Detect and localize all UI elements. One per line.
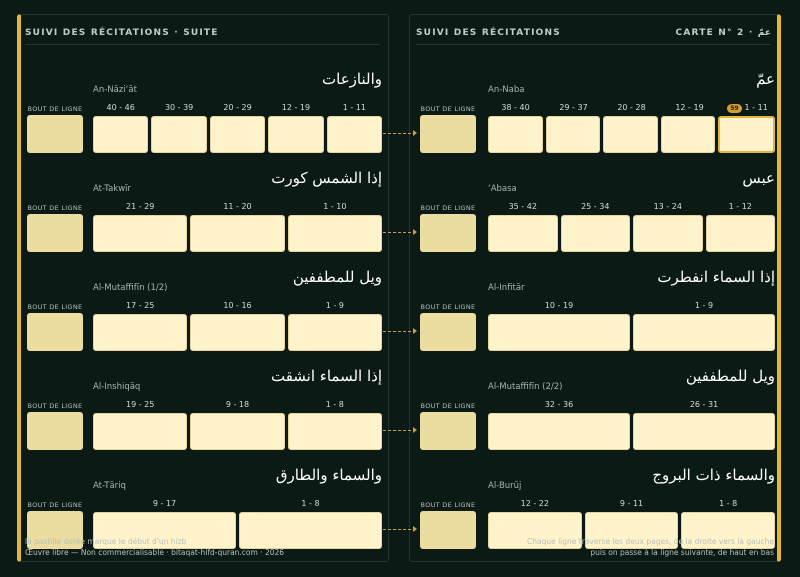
verse-range-text: 1 - 8 bbox=[301, 499, 320, 508]
verse-range-text: 1 - 9 bbox=[325, 301, 344, 310]
verse-range-text: 20 - 28 bbox=[617, 103, 646, 112]
left-page-surah-row bbox=[21, 268, 388, 360]
bout-de-ligne-cell[interactable] bbox=[27, 214, 83, 252]
bout-de-ligne-cell[interactable] bbox=[27, 412, 83, 450]
row-continuation-arrow bbox=[383, 430, 416, 431]
reading-direction-text-2: puis on passe à la ligne suivante, de haut en bas bbox=[590, 548, 774, 557]
bout-de-ligne-cell[interactable] bbox=[420, 313, 476, 351]
bout-de-ligne-label: BOUT DE LIGNE bbox=[420, 303, 476, 311]
row-continuation-arrow bbox=[383, 232, 416, 233]
verse-range-label bbox=[585, 499, 679, 511]
recitation-checkbox-cell[interactable] bbox=[633, 314, 775, 351]
recitation-checkbox-cell[interactable] bbox=[561, 215, 631, 252]
recitation-cells bbox=[488, 116, 775, 153]
verse-range-text: 11 - 20 bbox=[223, 202, 252, 211]
verse-range-label bbox=[239, 499, 382, 511]
recitation-checkbox-cell[interactable] bbox=[488, 314, 630, 351]
verse-range-text: 19 - 25 bbox=[125, 400, 155, 409]
verse-range-label bbox=[633, 400, 775, 412]
recitation-checkbox-cell[interactable] bbox=[633, 413, 775, 450]
verse-range-label bbox=[488, 103, 543, 115]
verse-range-labels bbox=[488, 202, 775, 214]
bout-de-ligne-label: BOUT DE LIGNE bbox=[27, 501, 83, 509]
verse-range-text: 9 - 17 bbox=[152, 499, 177, 508]
right-page bbox=[409, 14, 781, 562]
surah-transliteration: Al-Mutaffifīn (2/2) bbox=[488, 382, 563, 392]
verse-range-label bbox=[93, 301, 187, 313]
verse-range-text: 35 - 42 bbox=[508, 202, 537, 211]
verse-range-label bbox=[327, 103, 382, 115]
surah-arabic-name: عمّ bbox=[756, 70, 775, 88]
verse-range-label bbox=[662, 103, 717, 115]
verse-range-labels bbox=[93, 499, 382, 511]
row-continuation-arrow bbox=[383, 331, 416, 332]
verse-range-text: 12 - 19 bbox=[281, 103, 311, 112]
surah-transliteration: Al-Inshiqāq bbox=[93, 382, 141, 392]
verse-range-labels bbox=[93, 301, 382, 313]
bout-de-ligne-cell[interactable] bbox=[420, 412, 476, 450]
verse-range-text: 26 - 31 bbox=[689, 400, 719, 409]
recitation-checkbox-cell[interactable] bbox=[190, 215, 284, 252]
recitation-checkbox-cell[interactable] bbox=[93, 215, 187, 252]
verse-range-label bbox=[633, 202, 703, 214]
right-page-surah-row bbox=[410, 367, 777, 459]
verse-range-label bbox=[93, 499, 236, 511]
bout-de-ligne-label: BOUT DE LIGNE bbox=[27, 402, 83, 410]
recitation-checkbox-cell[interactable] bbox=[288, 413, 382, 450]
recitation-checkbox-cell[interactable] bbox=[603, 116, 658, 153]
verse-range-labels bbox=[93, 400, 382, 412]
verse-range-label bbox=[93, 103, 148, 115]
verse-range-text: 38 - 40 bbox=[501, 103, 530, 112]
recitation-checkbox-cell[interactable] bbox=[633, 215, 703, 252]
recitation-cells bbox=[488, 314, 775, 351]
verse-range-label bbox=[706, 202, 776, 214]
row-continuation-arrow bbox=[383, 133, 416, 134]
recitation-cells bbox=[488, 413, 775, 450]
surah-arabic-name: ويل للمطففين bbox=[685, 367, 775, 385]
recitation-checkbox-cell[interactable] bbox=[327, 116, 382, 153]
surah-transliteration: Al-Burūj bbox=[488, 481, 522, 491]
verse-range-labels bbox=[488, 499, 775, 511]
verse-range-text: 12 - 19 bbox=[675, 103, 704, 112]
verse-range-text: 25 - 34 bbox=[581, 202, 610, 211]
bout-de-ligne-label: BOUT DE LIGNE bbox=[420, 501, 476, 509]
verse-range-label bbox=[268, 103, 323, 115]
bout-de-ligne-cell[interactable] bbox=[27, 313, 83, 351]
right-footer bbox=[527, 536, 774, 558]
bout-de-ligne-label: BOUT DE LIGNE bbox=[27, 303, 83, 311]
verse-range-text: 9 - 11 bbox=[619, 499, 644, 508]
recitation-checkbox-cell[interactable] bbox=[268, 116, 323, 153]
verse-range-label bbox=[210, 103, 265, 115]
verse-range-text: 1 - 11 bbox=[744, 103, 768, 112]
verse-range-text: 1 - 11 bbox=[342, 103, 366, 112]
verse-range-labels bbox=[488, 400, 775, 412]
surah-arabic-name: ويل للمطففين bbox=[292, 268, 382, 286]
left-page-surah-row bbox=[21, 367, 388, 459]
verse-range-text: 1 - 12 bbox=[728, 202, 752, 211]
verse-range-label bbox=[561, 202, 631, 214]
bout-de-ligne-cell[interactable] bbox=[420, 214, 476, 252]
verse-range-label bbox=[190, 301, 284, 313]
verse-range-labels bbox=[488, 301, 775, 313]
verse-range-labels bbox=[488, 103, 775, 115]
recitation-checkbox-cell[interactable] bbox=[718, 116, 775, 153]
right-page-surah-row bbox=[410, 70, 777, 162]
bout-de-ligne-label: BOUT DE LIGNE bbox=[420, 402, 476, 410]
bout-de-ligne-label: BOUT DE LIGNE bbox=[420, 105, 476, 113]
verse-range-label bbox=[288, 400, 382, 412]
verse-range-label bbox=[604, 103, 659, 115]
verse-range-text: 12 - 22 bbox=[520, 499, 549, 508]
left-footer bbox=[25, 536, 284, 558]
left-page-surah-row bbox=[21, 70, 388, 162]
verse-range-text: 9 - 18 bbox=[225, 400, 250, 409]
verse-range-text: 13 - 24 bbox=[653, 202, 682, 211]
recitation-checkbox-cell[interactable] bbox=[661, 116, 716, 153]
surah-arabic-name: عبس bbox=[742, 169, 775, 187]
verse-range-text: 21 - 29 bbox=[125, 202, 155, 211]
right-page-header bbox=[416, 21, 771, 45]
surah-transliteration: Al-Infitār bbox=[488, 283, 525, 293]
recitation-checkbox-cell[interactable] bbox=[488, 215, 558, 252]
verse-range-text: 32 - 36 bbox=[544, 400, 574, 409]
recitation-checkbox-cell[interactable] bbox=[151, 116, 206, 153]
verse-range-text: 40 - 46 bbox=[106, 103, 135, 112]
recitation-cells bbox=[93, 314, 382, 351]
bout-de-ligne-cell[interactable] bbox=[420, 511, 476, 549]
verse-range-label bbox=[488, 499, 582, 511]
recitation-checkbox-cell[interactable] bbox=[93, 314, 187, 351]
recitation-checkbox-cell[interactable] bbox=[93, 413, 187, 450]
surah-arabic-name: والسماء والطارق bbox=[275, 466, 382, 484]
reading-direction-text-1: Chaque ligne traverse les deux pages, de la droite vers la gauche bbox=[527, 537, 774, 546]
bout-de-ligne-cell[interactable] bbox=[420, 115, 476, 153]
hizb-marker-badge: 59 bbox=[727, 104, 741, 113]
recitation-checkbox-cell[interactable] bbox=[488, 116, 543, 153]
verse-range-text: 29 - 37 bbox=[559, 103, 588, 112]
left-page-header bbox=[25, 21, 380, 45]
bout-de-ligne-label: BOUT DE LIGNE bbox=[420, 204, 476, 212]
card-number-label: CARTE N° 2 · عمّ bbox=[675, 27, 771, 38]
surah-transliteration: Al-Mutaffifīn (1/2) bbox=[93, 283, 168, 293]
verse-range-text: 1 - 10 bbox=[323, 202, 347, 211]
recitation-checkbox-cell[interactable] bbox=[190, 413, 284, 450]
recitation-checkbox-cell[interactable] bbox=[488, 413, 630, 450]
verse-range-labels bbox=[93, 103, 382, 115]
hizb-legend-text: la pastille dorée marque le début d'un hizb bbox=[25, 537, 187, 546]
verse-range-label bbox=[93, 202, 187, 214]
right-page-title: SUIVI DES RÉCITATIONS bbox=[416, 27, 561, 38]
surah-arabic-name: والسماء ذات البروج bbox=[652, 466, 775, 484]
surah-transliteration: An-Naba bbox=[488, 85, 525, 95]
left-page bbox=[17, 14, 389, 562]
verse-range-label bbox=[151, 103, 206, 115]
recitation-checkbox-cell[interactable] bbox=[93, 116, 148, 153]
recitation-checkbox-cell[interactable] bbox=[288, 215, 382, 252]
surah-arabic-name: إذا السماء انشقت bbox=[270, 367, 382, 385]
surah-transliteration: At-Takwīr bbox=[93, 184, 132, 194]
verse-range-label bbox=[633, 301, 775, 313]
verse-range-label bbox=[93, 400, 187, 412]
recitation-cells bbox=[93, 413, 382, 450]
recitation-cells bbox=[93, 116, 382, 153]
verse-range-text: 10 - 16 bbox=[223, 301, 252, 310]
row-continuation-arrow bbox=[383, 529, 416, 530]
recitation-checkbox-cell[interactable] bbox=[288, 314, 382, 351]
right-page-surah-row bbox=[410, 268, 777, 360]
verse-range-label bbox=[546, 103, 601, 115]
recitation-cells bbox=[488, 215, 775, 252]
verse-range-label bbox=[720, 103, 775, 115]
verse-range-text: 17 - 25 bbox=[125, 301, 155, 310]
recitation-checkbox-cell[interactable] bbox=[706, 215, 776, 252]
verse-range-label bbox=[488, 301, 630, 313]
left-page-title: SUIVI DES RÉCITATIONS · SUITE bbox=[25, 27, 219, 38]
surah-transliteration: An-Nāzi‘āt bbox=[93, 85, 137, 95]
verse-range-label bbox=[288, 202, 382, 214]
verse-range-labels bbox=[93, 202, 382, 214]
bout-de-ligne-cell[interactable] bbox=[27, 115, 83, 153]
surah-arabic-name: إذا السماء انفطرت bbox=[657, 268, 775, 286]
surah-transliteration: At-Tāriq bbox=[93, 481, 126, 491]
verse-range-label bbox=[488, 400, 630, 412]
verse-range-text: 1 - 9 bbox=[694, 301, 714, 310]
verse-range-text: 1 - 8 bbox=[719, 499, 738, 508]
verse-range-text: 10 - 19 bbox=[544, 301, 574, 310]
verse-range-label bbox=[190, 202, 284, 214]
surah-arabic-name: والنازعات bbox=[322, 70, 382, 88]
recitation-checkbox-cell[interactable] bbox=[190, 314, 284, 351]
surah-arabic-name: إذا الشمس كورت bbox=[271, 169, 382, 187]
recitation-cells bbox=[93, 215, 382, 252]
recitation-checkbox-cell[interactable] bbox=[546, 116, 601, 153]
license-text: Œuvre libre — Non commercialisable · bitaqat-hifd-quran.com · 2026 bbox=[25, 548, 285, 557]
bout-de-ligne-label: BOUT DE LIGNE bbox=[27, 105, 83, 113]
verse-range-text: 30 - 39 bbox=[164, 103, 194, 112]
left-page-surah-row bbox=[21, 169, 388, 261]
verse-range-label bbox=[681, 499, 775, 511]
right-page-surah-row bbox=[410, 169, 777, 261]
surah-transliteration: ‘Abasa bbox=[488, 184, 517, 194]
verse-range-label bbox=[288, 301, 382, 313]
recitation-checkbox-cell[interactable] bbox=[210, 116, 265, 153]
bout-de-ligne-label: BOUT DE LIGNE bbox=[27, 204, 83, 212]
verse-range-label bbox=[488, 202, 558, 214]
verse-range-label bbox=[190, 400, 284, 412]
verse-range-text: 20 - 29 bbox=[223, 103, 252, 112]
verse-range-text: 1 - 8 bbox=[325, 400, 344, 409]
